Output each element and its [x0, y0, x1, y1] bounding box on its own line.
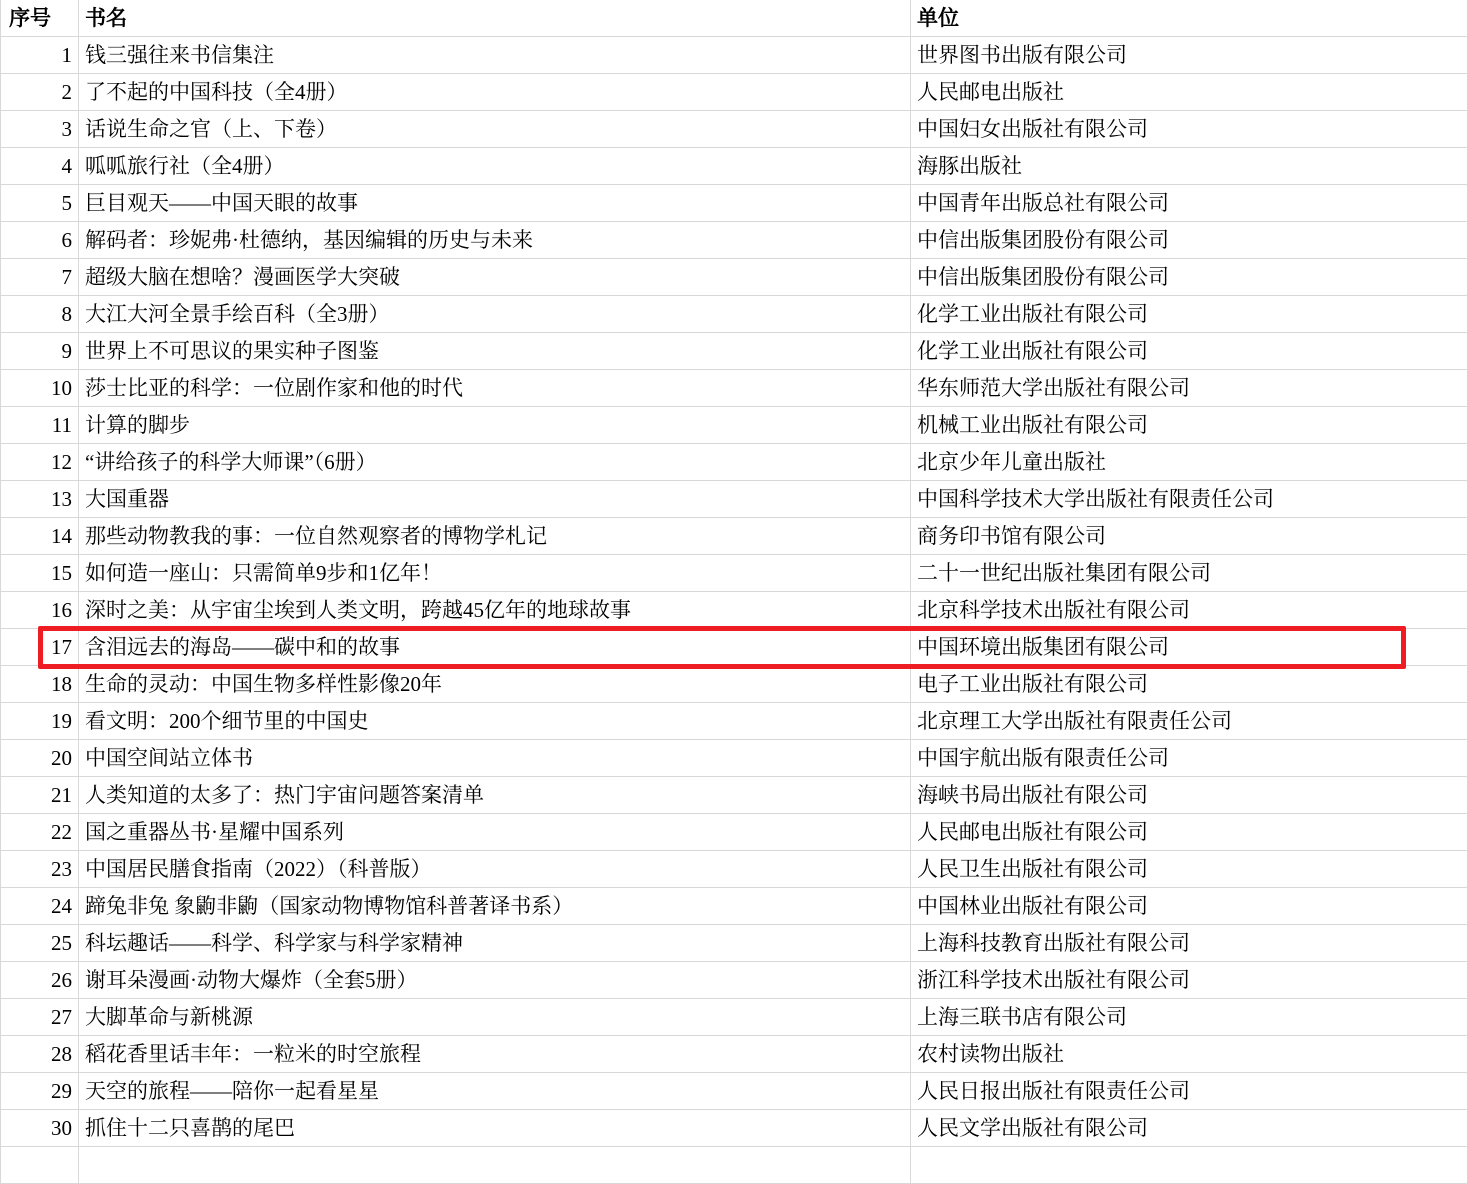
cell-index[interactable]: 17 — [1, 629, 79, 666]
cell-index[interactable]: 28 — [1, 1036, 79, 1073]
cell-publisher[interactable]: 人民文学出版社有限公司 — [911, 1110, 1467, 1147]
table-row[interactable] — [1, 629, 1467, 666]
cell-empty[interactable] — [1, 1147, 79, 1184]
cell-book-title[interactable]: “讲给孩子的科学大师课”（6册） — [79, 444, 911, 481]
table-row[interactable] — [1, 1110, 1467, 1147]
cell-index[interactable]: 26 — [1, 962, 79, 999]
cell-index[interactable]: 24 — [1, 888, 79, 925]
cell-publisher[interactable]: 海峡书局出版社有限公司 — [911, 777, 1467, 814]
column-header-publisher: 单位 — [911, 0, 1467, 37]
table-row[interactable] — [1, 703, 1467, 740]
table-row[interactable] — [1, 444, 1467, 481]
table-row[interactable] — [1, 777, 1467, 814]
cell-book-title[interactable]: 含泪远去的海岛——碳中和的故事 — [79, 629, 911, 666]
cell-publisher[interactable]: 上海科技教育出版社有限公司 — [911, 925, 1467, 962]
cell-publisher[interactable]: 上海三联书店有限公司 — [911, 999, 1467, 1036]
cell-book-title[interactable]: 大国重器 — [79, 481, 911, 518]
cell-index[interactable]: 27 — [1, 999, 79, 1036]
cell-book-title[interactable]: 大脚革命与新桃源 — [79, 999, 911, 1036]
cell-index[interactable]: 22 — [1, 814, 79, 851]
cell-book-title[interactable]: 那些动物教我的事：一位自然观察者的博物学札记 — [79, 518, 911, 555]
table-row[interactable] — [1, 666, 1467, 703]
cell-publisher[interactable]: 商务印书馆有限公司 — [911, 518, 1467, 555]
cell-index[interactable]: 2 — [1, 74, 79, 111]
cell-index[interactable]: 15 — [1, 555, 79, 592]
cell-book-title[interactable]: 中国居民膳食指南（2022）（科普版） — [79, 851, 911, 888]
cell-publisher[interactable]: 中国科学技术大学出版社有限责任公司 — [911, 481, 1467, 518]
cell-book-title[interactable]: 世界上不可思议的果实种子图鉴 — [79, 333, 911, 370]
cell-index[interactable]: 30 — [1, 1110, 79, 1147]
table-row[interactable] — [1, 222, 1467, 259]
cell-publisher[interactable]: 世界图书出版有限公司 — [911, 37, 1467, 74]
table-row[interactable] — [1, 740, 1467, 777]
table-row[interactable] — [1, 407, 1467, 444]
table-row[interactable] — [1, 74, 1467, 111]
table-body — [1, 37, 1467, 1184]
cell-book-title[interactable]: 稻花香里话丰年：一粒米的时空旅程 — [79, 1036, 911, 1073]
cell-index[interactable]: 25 — [1, 925, 79, 962]
cell-book-title[interactable]: 莎士比亚的科学：一位剧作家和他的时代 — [79, 370, 911, 407]
table-row[interactable] — [1, 111, 1467, 148]
cell-publisher[interactable]: 化学工业出版社有限公司 — [911, 296, 1467, 333]
table-header-row — [1, 0, 1467, 37]
table-row[interactable] — [1, 888, 1467, 925]
cell-index[interactable]: 6 — [1, 222, 79, 259]
cell-book-title[interactable]: 生命的灵动：中国生物多样性影像20年 — [79, 666, 911, 703]
cell-index[interactable]: 29 — [1, 1073, 79, 1110]
cell-empty[interactable] — [911, 1147, 1467, 1184]
cell-publisher[interactable]: 人民邮电出版社 — [911, 74, 1467, 111]
cell-publisher[interactable]: 人民邮电出版社有限公司 — [911, 814, 1467, 851]
cell-index[interactable]: 21 — [1, 777, 79, 814]
table-row[interactable] — [1, 37, 1467, 74]
table-row[interactable] — [1, 999, 1467, 1036]
cell-index[interactable]: 18 — [1, 666, 79, 703]
cell-book-title[interactable]: 蹄兔非兔 象鼩非鼩（国家动物博物馆科普著译书系） — [79, 888, 911, 925]
cell-publisher[interactable]: 电子工业出版社有限公司 — [911, 666, 1467, 703]
cell-book-title[interactable]: 人类知道的太多了：热门宇宙问题答案清单 — [79, 777, 911, 814]
cell-index[interactable]: 19 — [1, 703, 79, 740]
cell-index[interactable]: 13 — [1, 481, 79, 518]
cell-index[interactable]: 8 — [1, 296, 79, 333]
cell-publisher[interactable]: 农村读物出版社 — [911, 1036, 1467, 1073]
table-row[interactable] — [1, 814, 1467, 851]
cell-index[interactable]: 16 — [1, 592, 79, 629]
cell-book-title[interactable]: 国之重器丛书·星耀中国系列 — [79, 814, 911, 851]
table-row[interactable] — [1, 851, 1467, 888]
table-row[interactable] — [1, 370, 1467, 407]
table-header — [1, 0, 1467, 37]
cell-book-title[interactable]: 中国空间站立体书 — [79, 740, 911, 777]
table-row[interactable] — [1, 962, 1467, 999]
cell-book-title[interactable]: 巨目观天——中国天眼的故事 — [79, 185, 911, 222]
column-header-title: 书名 — [79, 0, 911, 37]
cell-index[interactable]: 12 — [1, 444, 79, 481]
cell-book-title[interactable]: 看文明：200个细节里的中国史 — [79, 703, 911, 740]
cell-book-title[interactable]: 钱三强往来书信集注 — [79, 37, 911, 74]
cell-index[interactable]: 11 — [1, 407, 79, 444]
cell-book-title[interactable]: 了不起的中国科技（全4册） — [79, 74, 911, 111]
cell-publisher[interactable]: 人民卫生出版社有限公司 — [911, 851, 1467, 888]
cell-index[interactable]: 7 — [1, 259, 79, 296]
cell-index[interactable]: 4 — [1, 148, 79, 185]
cell-book-title[interactable]: 科坛趣话——科学、科学家与科学家精神 — [79, 925, 911, 962]
table-row[interactable] — [1, 555, 1467, 592]
cell-index[interactable]: 20 — [1, 740, 79, 777]
cell-book-title[interactable]: 如何造一座山：只需简单9步和1亿年！ — [79, 555, 911, 592]
table-row[interactable] — [1, 592, 1467, 629]
cell-index[interactable]: 1 — [1, 37, 79, 74]
table-row[interactable] — [1, 185, 1467, 222]
cell-publisher[interactable]: 机械工业出版社有限公司 — [911, 407, 1467, 444]
cell-publisher[interactable]: 北京少年儿童出版社 — [911, 444, 1467, 481]
cell-book-title[interactable]: 呱呱旅行社（全4册） — [79, 148, 911, 185]
cell-index[interactable]: 14 — [1, 518, 79, 555]
cell-book-title[interactable]: 解码者：珍妮弗·杜德纳，基因编辑的历史与未来 — [79, 222, 911, 259]
table-row[interactable] — [1, 296, 1467, 333]
cell-book-title[interactable]: 谢耳朵漫画·动物大爆炸（全套5册） — [79, 962, 911, 999]
cell-index[interactable]: 3 — [1, 111, 79, 148]
table-row[interactable] — [1, 1036, 1467, 1073]
cell-publisher[interactable]: 二十一世纪出版社集团有限公司 — [911, 555, 1467, 592]
table-row[interactable] — [1, 518, 1467, 555]
table-row[interactable] — [1, 148, 1467, 185]
cell-publisher[interactable]: 中国宇航出版有限责任公司 — [911, 740, 1467, 777]
cell-book-title[interactable]: 超级大脑在想啥？漫画医学大突破 — [79, 259, 911, 296]
cell-publisher[interactable]: 浙江科学技术出版社有限公司 — [911, 962, 1467, 999]
cell-book-title[interactable]: 深时之美：从宇宙尘埃到人类文明，跨越45亿年的地球故事 — [79, 592, 911, 629]
table-row-empty[interactable] — [1, 1147, 1467, 1184]
cell-publisher[interactable]: 海豚出版社 — [911, 148, 1467, 185]
cell-index[interactable]: 5 — [1, 185, 79, 222]
cell-index[interactable]: 10 — [1, 370, 79, 407]
table-row[interactable] — [1, 333, 1467, 370]
table-row[interactable] — [1, 1073, 1467, 1110]
cell-publisher[interactable]: 华东师范大学出版社有限公司 — [911, 370, 1467, 407]
cell-index[interactable]: 23 — [1, 851, 79, 888]
cell-publisher[interactable]: 北京理工大学出版社有限责任公司 — [911, 703, 1467, 740]
table-row[interactable] — [1, 925, 1467, 962]
cell-book-title[interactable]: 大江大河全景手绘百科（全3册） — [79, 296, 911, 333]
cell-publisher[interactable]: 北京科学技术出版社有限公司 — [911, 592, 1467, 629]
cell-publisher[interactable]: 中国青年出版总社有限公司 — [911, 185, 1467, 222]
column-header-index: 序号 — [1, 0, 79, 37]
cell-publisher[interactable]: 中信出版集团股份有限公司 — [911, 222, 1467, 259]
cell-book-title[interactable]: 天空的旅程——陪你一起看星星 — [79, 1073, 911, 1110]
cell-empty[interactable] — [79, 1147, 911, 1184]
cell-publisher[interactable]: 人民日报出版社有限责任公司 — [911, 1073, 1467, 1110]
cell-publisher[interactable]: 中国妇女出版社有限公司 — [911, 111, 1467, 148]
cell-book-title[interactable]: 话说生命之官（上、下卷） — [79, 111, 911, 148]
cell-publisher[interactable]: 中国林业出版社有限公司 — [911, 888, 1467, 925]
cell-publisher[interactable]: 中国环境出版集团有限公司 — [911, 629, 1467, 666]
cell-book-title[interactable]: 抓住十二只喜鹊的尾巴 — [79, 1110, 911, 1147]
table-row[interactable] — [1, 259, 1467, 296]
cell-publisher[interactable]: 化学工业出版社有限公司 — [911, 333, 1467, 370]
cell-index[interactable]: 9 — [1, 333, 79, 370]
cell-publisher[interactable]: 中信出版集团股份有限公司 — [911, 259, 1467, 296]
table-row[interactable] — [1, 481, 1467, 518]
cell-book-title[interactable]: 计算的脚步 — [79, 407, 911, 444]
